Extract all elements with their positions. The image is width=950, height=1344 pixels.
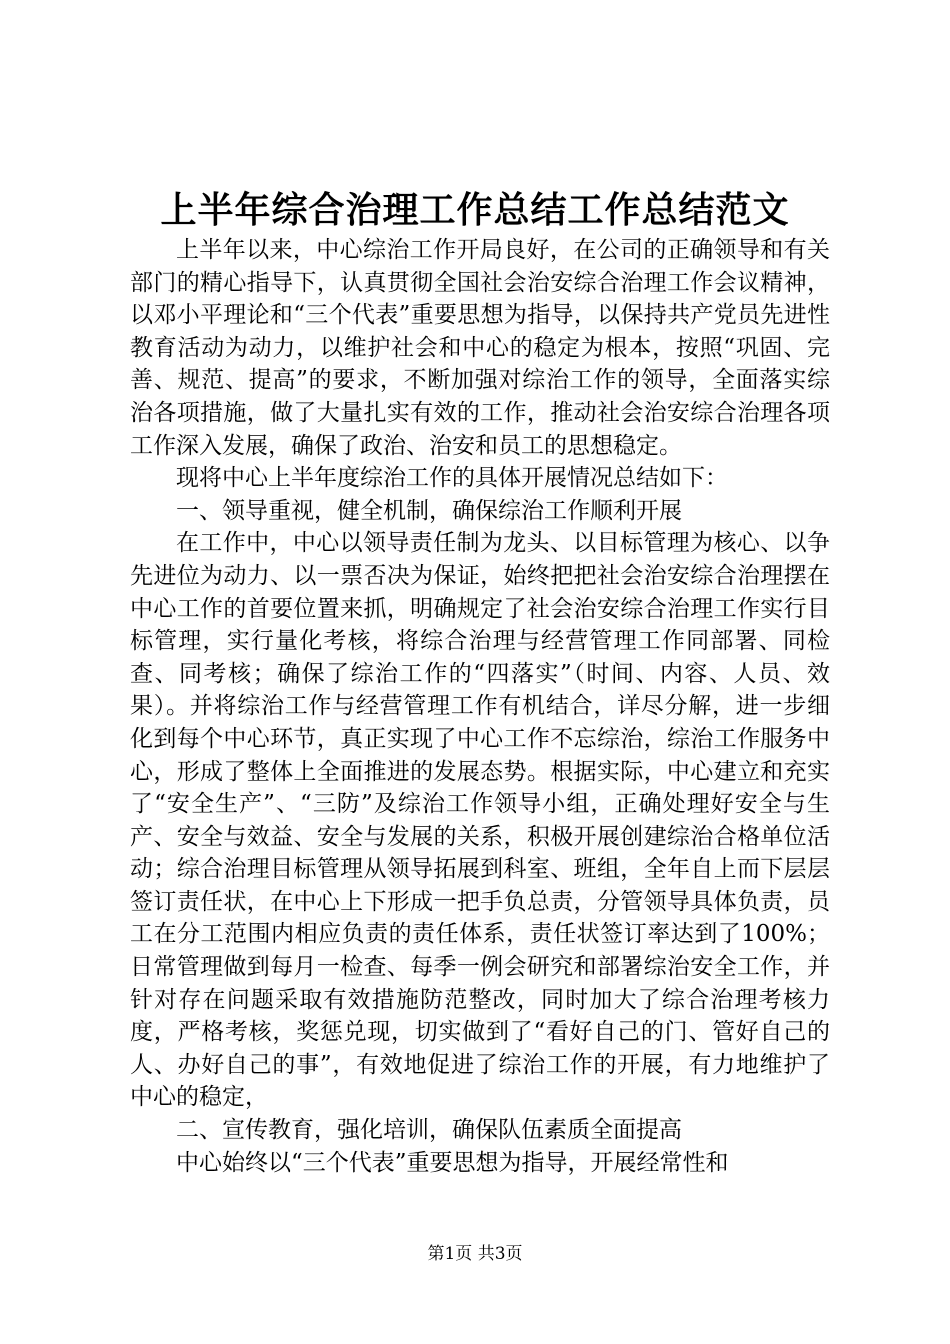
page-number-footer: 第1页 共3页 (427, 1244, 523, 1264)
document-title: 上半年综合治理工作总结工作总结范文 (160, 189, 790, 231)
document-body (130, 234, 830, 1179)
section-heading-1: 一、领导重视，健全机制，确保综治工作顺利开展 (176, 497, 682, 524)
paragraph-summary-lead: 现将中心上半年度综治工作的具体开展情况总结如下： (176, 465, 728, 492)
paragraph-section-1: 在工作中，中心以领导责任制为龙头、以目标管理为核心、以争先进位为动力、以一票否决为保证，始终把把社会治安综合治理摆在中心工作的首要位置来抓，明确规定了社会治安综合治理工作实行目标管理，实行量化考核，将综合治理与经营管理工作同部署、同检查、同考核；确保了综治工作的“四落实”（时间、内容、人员、效果）。并将综治工作与经营管理工作有机结合，详尽分解，进一步细化到每个中心环节，真正实现了中心工作不忘综治，综治工作服务中心，形成了整体上全面推进的发展态势。根据实际，中心建立和充实了“安全生产”、“三防”及综治工作领导小组，正确处理好安全与生产、安全与效益、安全与发展的关系，积极开展创建综治合格单位活动；综合治理目标管理从领导拓展到科室、班组，全年自上而下层层签订责任状，在中心上下形成一把手负总责，分管领导具体负责，员工在分工范围内相应负责的责任体系，责任状签订率达到了100%；日常管理做到每月一检查、每季一例会研究和部署综治安全工作，并针对存在问题采取有效措施防范整改，同时加大了综合治理考核力度，严格考核，奖惩兑现，切实做到了“看好自己的门、管好自己的人、办好自己的事”，有效地促进了综治工作的开展，有力地维护了中心的稳定， (130, 530, 830, 1111)
paragraph-section-2: 中心始终以“三个代表”重要思想为指导，开展经常性和 (176, 1149, 729, 1176)
paragraph-intro: 上半年以来，中心综治工作开局良好，在公司的正确领导和有关部门的精心指导下，认真贯彻全国社会治安综合治理工作会议精神，以邓小平理论和“三个代表”重要思想为指导，以保持共产党员先进性教育活动为动力，以维护社会和中心的稳定为根本，按照“巩固、完善、规范、提高”的要求，不断加强对综治工作的领导，全面落实综治各项措施，做了大量扎实有效的工作，推动社会治安综合治理各项工作深入发展，确保了政治、治安和员工的思想稳定。 (130, 237, 830, 459)
section-heading-2: 二、宣传教育，强化培训，确保队伍素质全面提高 (176, 1117, 682, 1144)
